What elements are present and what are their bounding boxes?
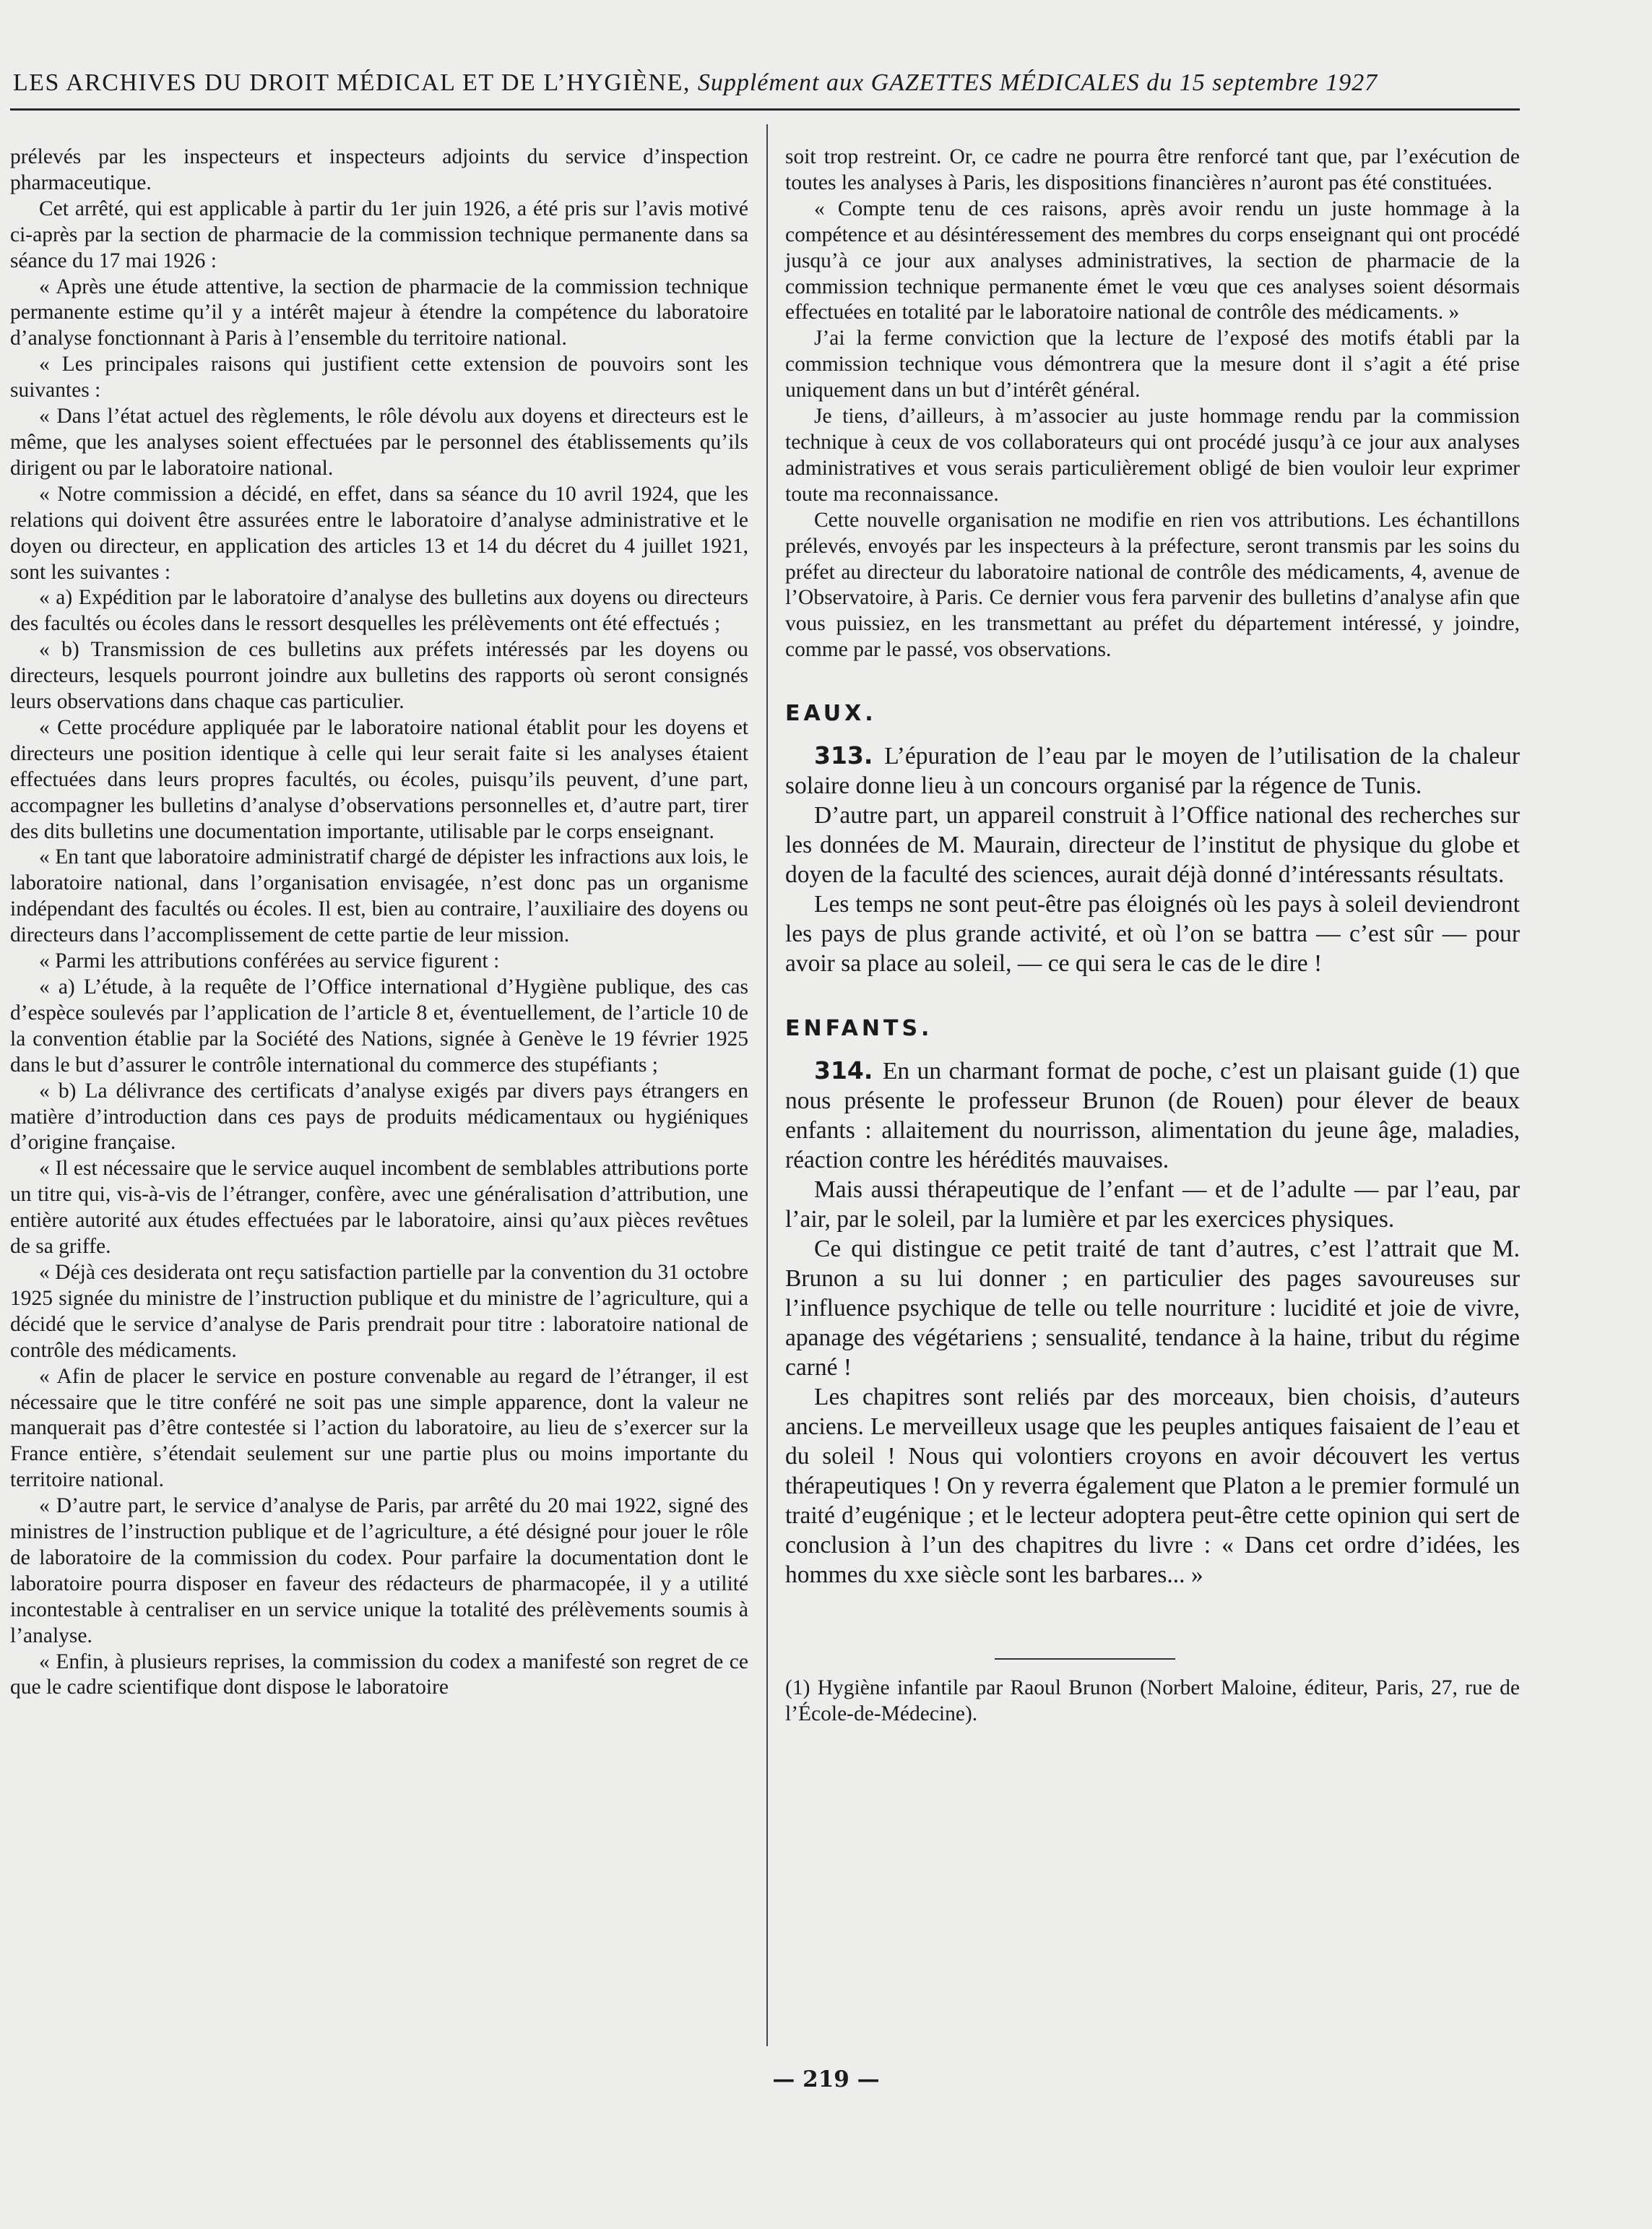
paragraph: « a) Expédition par le laboratoire d’analyse des bulletins aux doyens ou directeurs des facultés ou écoles dans le ressort desquelles les prélèvements ont été effectués ; (10, 586, 748, 636)
paragraph: Cette nouvelle organisation ne modifie en rien vos attributions. Les échantillons prélevés, envoyés par les inspecteurs à la préfecture, seront transmis par les soins du préfet au directeur du laboratoire national de contrôle des médicaments, 4, avenue de l’Observatoire, à Paris. Ce dernier vous fera parvenir des bulletins d’analyse afin que vous puissiez, en les transmettant au préfet du département intéressé, y joindre, comme par le passé, vos observations. (785, 508, 1520, 662)
header-rule (10, 108, 1520, 111)
paragraph: « Il est nécessaire que le service auquel incombent de semblables attributions porte un titre qui, vis-à-vis de l’étranger, confère, avec une généralisation d’attribution, une entière autorité aux études effectuées par le laboratoire, ainsi qu’aux pièces revêtues de sa griffe. (10, 1157, 748, 1259)
footnote-rule (995, 1658, 1175, 1660)
paragraph: « D’autre part, le service d’analyse de Paris, par arrêté du 20 mai 1922, signé des ministres de l’instruction publique et de l’agriculture, a été désigné pour jouer le rôle de laboratoire de la commission du codex. Pour parfaire la documentation dont le laboratoire pourra disposer en faveur des rédacteurs de pharmacopée, il y a utilité incontestable à centraliser en un service unique la totalité des prélèvements soumis à l’analyse. (10, 1494, 748, 1647)
paragraph: Mais aussi thérapeutique de l’enfant — et de l’adulte — par l’eau, par l’air, par le soleil, par la lumière et par les exercices physiques. (785, 1176, 1520, 1233)
running-head (13, 69, 1517, 97)
supplement-date: Supplément aux GAZETTES MÉDICALES du 15 septembre 1927 (697, 69, 1378, 96)
section-body-enfants (785, 1056, 1520, 1590)
paragraph: Cet arrêté, qui est applicable à partir du 1er juin 1926, a été pris sur l’avis motivé ci-après par la section de pharmacie de la commission technique permanente dans sa séance du 17 mai 1926 : (10, 197, 748, 272)
paragraph: « Dans l’état actuel des règlements, le rôle dévolu aux doyens et directeurs est le même, que les analyses soient effectuées par le personnel des établissements qu’ils dirigent ou par le laboratoire national. (10, 405, 748, 480)
section-heading-enfants: ENFANTS. (785, 1016, 933, 1042)
paragraph: « b) Transmission de ces bulletins aux préfets intéressés par les doyens ou directeurs, lesquels pourront joindre aux bulletins des rapports où seront consignés leurs observations dans chaque cas particulier. (10, 638, 748, 714)
article-number: 313. (814, 741, 885, 770)
paragraph: « Après une étude attentive, la section de pharmacie de la commission technique permanente estime qu’il y a intérêt majeur à étendre la compétence du laboratoire d’analyse fonctionnant à Paris à l’ensemble du territoire national. (10, 275, 748, 350)
footnote: (1) Hygiène infantile par Raoul Brunon (Norbert Maloine, éditeur, Paris, 27, rue de l’École-de-Médecine). (785, 1676, 1520, 1726)
section-body-eaux (785, 741, 1520, 978)
paragraph: « Enfin, à plusieurs reprises, la commission du codex a manifesté son regret de ce que le cadre scientifique dont dispose le laboratoire (10, 1650, 748, 1699)
page-number: — 219 — (772, 2066, 880, 2092)
paragraph: « Compte tenu de ces raisons, après avoir rendu un juste hommage à la compétence et au désintéressement des membres du corps enseignant qui ont procédé jusqu’à ce jour aux analyses administratives, la section de pharmacie de la commission technique permanente émet le vœu que ces analyses soient désormais effectuées en totalité par le laboratoire national de contrôle des médicaments. » (785, 197, 1520, 324)
paragraph: « Afin de placer le service en posture convenable au regard de l’étranger, il est nécessaire que le titre conféré ne soit pas une simple apparence, dont la valeur ne manquerait pas d’être contestée si l’action du laboratoire, au lieu de s’exercer sur la France entière, s’étendait seulement sur une partie plus ou moins importante du territoire national. (10, 1364, 748, 1492)
paragraph: « Cette procédure appliquée par le laboratoire national établit pour les doyens et directeurs une position identique à celle qui leur serait faite si les analyses étaient effectuées dans leurs propres facultés, ou écoles, puisqu’ils peuvent, d’une part, accompagner les bulletins d’analyse d’observations personnelles et, d’autre part, tirer des dits bulletins une documentation importante, utilisable par le corps enseignant. (10, 715, 748, 843)
paragraph: 313. L’épuration de l’eau par le moyen de l’utilisation de la chaleur solaire donne lieu à un concours organisé par la régence de Tunis. (785, 741, 1520, 800)
paragraph: « a) L’étude, à la requête de l’Office international d’Hygiène publique, des cas d’espèce soulevés par l’application de l’article 8 et, éventuellement, de l’article 10 de la convention établie par la Société des Nations, signée à Genève le 19 février 1925 dans le but d’assurer le contrôle international du commerce des stupéfiants ; (10, 975, 748, 1077)
right-column (785, 145, 1520, 1728)
paragraph: J’ai la ferme conviction que la lecture de l’exposé des motifs établi par la commission technique vous démontrera que la mesure dont il s’agit a été prise uniquement dans un but d’intérêt général. (785, 327, 1520, 402)
paragraph: « b) La délivrance des certificats d’analyse exigés par divers pays étrangers en matière d’introduction dans ces pays de produits médicamentaux ou hygiéniques d’origine française. (10, 1079, 748, 1155)
paragraph: « Déjà ces desiderata ont reçu satisfaction partielle par la convention du 31 octobre 1925 signée du ministre de l’instruction publique et du ministre de l’agriculture, qui a décidé que le service d’analyse de Paris prendrait pour titre : laboratoire national de contrôle des médicaments. (10, 1260, 748, 1362)
paragraph: « Notre commission a décidé, en effet, dans sa séance du 10 avril 1924, que les relations qui doivent être assurées entre le laboratoire d’analyse administrative et le doyen ou directeur, en application des articles 13 et 14 du décret du 4 juillet 1921, sont les suivantes : (10, 482, 748, 584)
paragraph: « En tant que laboratoire administratif chargé de dépister les infractions aux lois, le laboratoire national, dans l’organisation envisagée, n’est donc pas un organisme indépendant des facultés ou écoles. Il est, bien au contraire, l’auxiliaire des doyens ou directeurs dans l’accomplissement de cette partie de leur mission. (10, 845, 748, 947)
left-column (10, 145, 748, 1701)
article-number: 314. (814, 1056, 883, 1085)
paragraph: D’autre part, un appareil construit à l’Office national des recherches sur les données de M. Maurain, directeur de l’institut de physique du globe et doyen de la faculté des sciences, aurait déjà donné d’intéressants résultats. (785, 802, 1520, 889)
section-heading-eaux: EAUX. (785, 701, 877, 727)
paragraph: « Parmi les attributions conférées au service figurent : (39, 949, 500, 973)
paragraph: Les chapitres sont reliés par des morceaux, bien choisis, d’auteurs anciens. Le merveilleux usage que les peuples antiques faisaient de l’eau et du soleil ! Nous qui volontiers croyons en avoir découvert les vertus thérapeutiques ! On y reverra également que Platon a le premier formulé un traité d’eugénique ; et le lecteur adoptera peut-être cette opinion qui sert de conclusion à l’un des chapitres du livre : « Dans cet ordre d’idées, les hommes du xxe siècle sont les barbares... » (785, 1384, 1520, 1589)
paragraph: Ce qui distingue ce petit traité de tant d’autres, c’est l’attrait que M. Brunon a su lui donner ; en particulier des pages savoureuses sur l’influence psychique de telle ou telle nourriture : lucidité et joie de vivre, apanage des végétariens ; sensualité, tendance à la haine, tribut du régime carné ! (785, 1236, 1520, 1381)
paragraph: Les temps ne sont peut-être pas éloignés où les pays à soleil deviendront les pays de plus grande activité, et où l’on se battra — c’est sûr — pour avoir sa place au soleil, — ce qui sera le cas de le dire ! (785, 891, 1520, 978)
paragraph: 314. En un charmant format de poche, c’est un plaisant guide (1) que nous présente le professeur Brunon (de Rouen) pour élever de beaux enfants : allaitement du nourrisson, alimentation du jeune âge, maladies, réaction contre les hérédités mauvaises. (785, 1056, 1520, 1174)
column-divider (766, 124, 768, 2046)
paragraph: « Les principales raisons qui justifient cette extension de pouvoirs sont les suivantes : (10, 353, 748, 402)
paragraph: Je tiens, d’ailleurs, à m’associer au juste hommage rendu par la commission technique à ceux de vos collaborateurs qui ont procédé jusqu’à ce jour aux analyses administratives et vous serais particulièrement obligé de bien vouloir leur exprimer toute ma reconnaissance. (785, 405, 1520, 506)
circular-continuation (785, 145, 1520, 663)
journal-title: LES ARCHIVES DU DROIT MÉDICAL ET DE L’HYGIÈNE, (13, 69, 691, 96)
paragraph: prélevés par les inspecteurs et inspecteurs adjoints du service d’inspection pharmaceutique. (10, 145, 748, 194)
paragraph: soit trop restreint. Or, ce cadre ne pourra être renforcé tant que, par l’exécution de toutes les analyses à Paris, les dispositions financières n’auront pas été constituées. (785, 145, 1520, 194)
